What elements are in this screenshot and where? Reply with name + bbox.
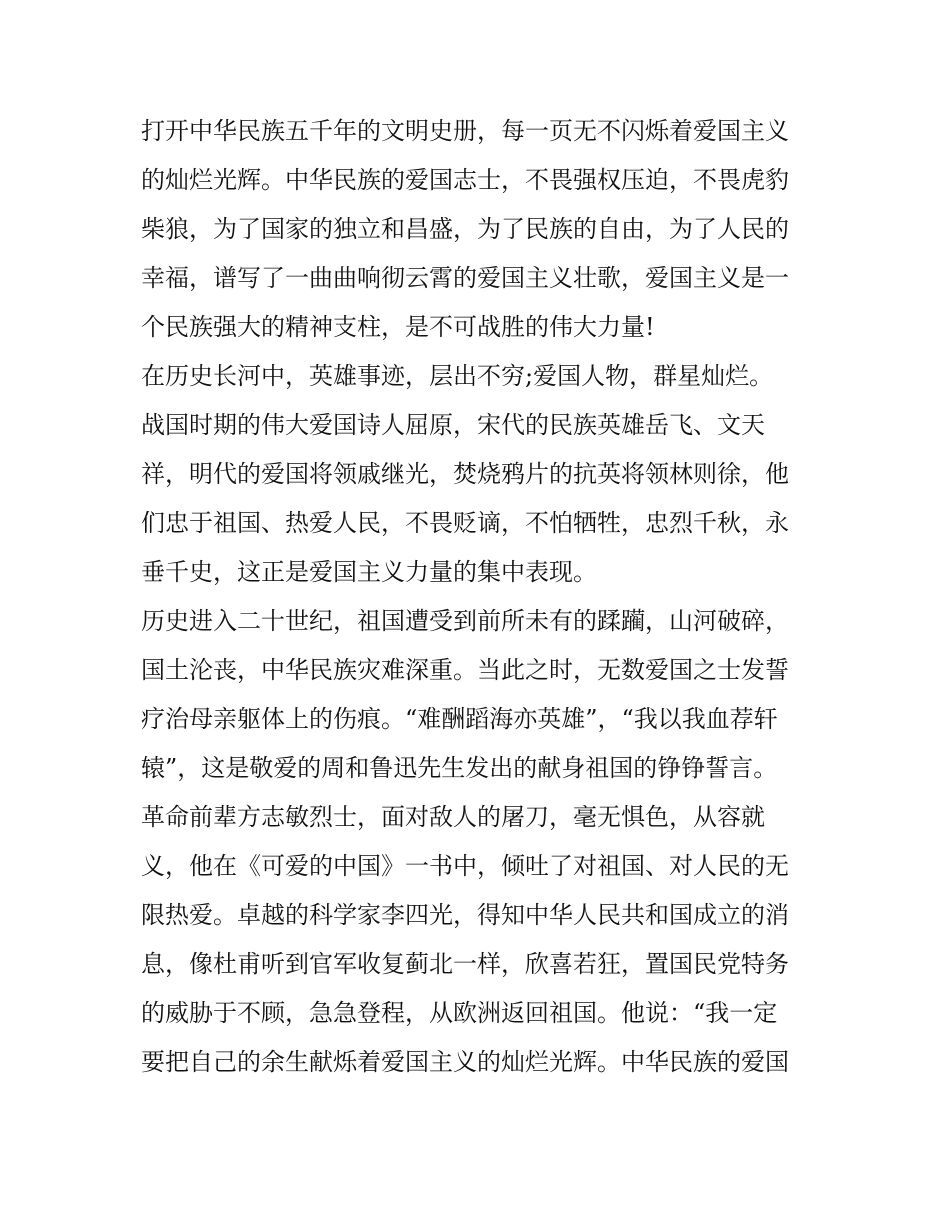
text-line: 打开中华民族五千年的文明史册，每一页无不闪烁着爱国主义 [141,117,789,145]
text-line: 战国时期的伟大爱国诗人屈原，宋代的民族英雄岳飞、文天 [141,411,765,439]
text-line: 幸福，谱写了一曲曲响彻云霄的爱国主义壮歌，爱国主义是一 [141,264,789,292]
text-line: 们忠于祖国、热爱人民，不畏贬谪，不怕牺牲，忠烈千秋，永 [141,509,789,537]
text-line: 限热爱。卓越的科学家李四光，得知中华人民共和国成立的消 [141,901,789,929]
text-line: 的灿烂光辉。中华民族的爱国志士，不畏强权压迫，不畏虎豹 [141,166,789,194]
text-line: 要把自己的余生献烁着爱国主义的灿烂光辉。中华民族的爱国 [141,1048,789,1076]
text-line: 垂千史，这正是爱国主义力量的集中表现。 [141,558,597,586]
text-line: 个民族强大的精神支柱，是不可战胜的伟大力量! [141,313,655,341]
text-line: 国土沦丧，中华民族灾难深重。当此之时，无数爱国之士发誓 [141,656,789,684]
text-line: 柴狼，为了国家的独立和昌盛，为了民族的自由，为了人民的 [141,215,789,243]
text-line: 祥，明代的爱国将领戚继光，焚烧鸦片的抗英将领林则徐，他 [141,460,789,488]
text-line: 息，像杜甫听到官军收复蓟北一样，欣喜若狂，置国民党特务 [141,950,789,978]
text-line: 辕”，这是敬爱的周和鲁迅先生发出的献身祖国的铮铮誓言。 [141,754,778,782]
text-line: 疗治母亲躯体上的伤痕。“难酬蹈海亦英雄”，“我以我血荐轩 [141,705,778,733]
text-line: 的威胁于不顾，急急登程，从欧洲返回祖国。他说：“我一定 [141,999,778,1027]
text-line: 历史进入二十世纪，祖国遭受到前所未有的蹂躏，山河破碎， [141,607,789,635]
text-line: 义，他在《可爱的中国》一书中，倾吐了对祖国、对人民的无 [141,852,789,880]
text-line: 在历史长河中，英雄事迹，层出不穷;爱国人物，群星灿烂。 [141,362,774,390]
text-line: 革命前辈方志敏烈士，面对敌人的屠刀，毫无惧色，从容就 [141,803,765,831]
document-body [141,107,821,1087]
